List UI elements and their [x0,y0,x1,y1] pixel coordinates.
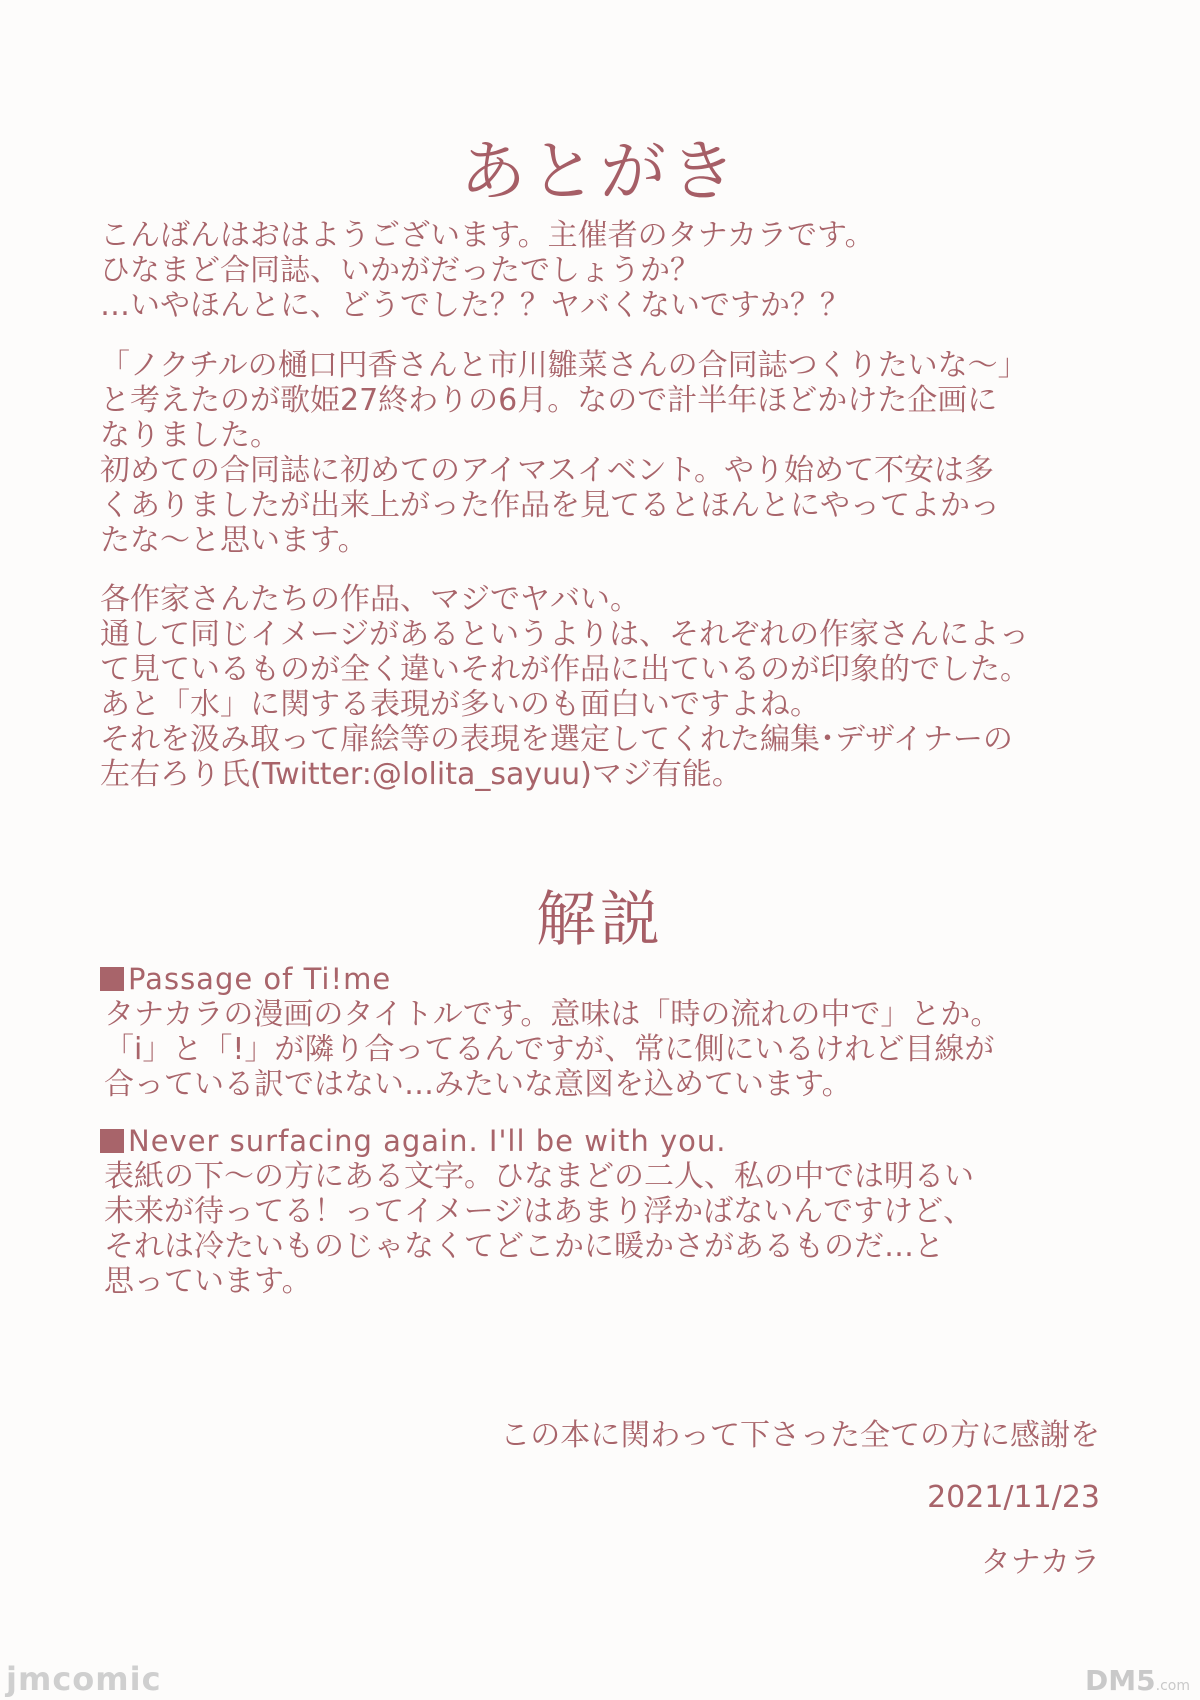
text-line: 「i」と「!」が隣り合ってるんですが、常に側にいるけれど目線が [104,1032,995,1067]
watermark-left: jmcomic [6,1660,162,1698]
afterword-heading: あとがき [460,133,740,210]
text-line: こんばんはおはようございます。主催者のタナカラです。 [100,218,875,253]
afterword-paragraph-2 [100,348,1110,558]
commentary-item-title [100,962,391,997]
closing-author: タナカラ [980,1545,1100,1580]
text-line: 「ノクチルの樋口円香さんと市川雛菜さんの合同誌つくりたいな〜」 [100,348,1028,383]
closing-date: 2021/11/23 [927,1480,1100,1515]
text-line: …いやほんとに、どうでした？？ヤバくないですか？？ [100,288,850,323]
commentary-item-title [100,1124,726,1159]
text-line: 思っています。 [104,1264,312,1299]
item-title-text: Passage of Ti!me [128,962,392,996]
text-line: 未来が待ってる！ってイメージはあまり浮かばないんですけど、 [104,1194,974,1229]
commentary-heading: 解説 [536,885,664,955]
closing-thanks: この本に関わって下さった全ての方に感謝を [500,1418,1100,1453]
text-line: 左右ろり氏(Twitter:@lolita_sayuu)マジ有能。 [100,757,742,792]
text-line: タナカラの漫画のタイトルです。意味は「時の流れの中で」とか。 [104,997,1001,1032]
text-line: たな〜と思います。 [100,523,368,558]
text-line: 各作家さんたちの作品、マジでヤバい。 [100,582,640,617]
commentary-item-body [104,1159,1114,1299]
item-title-text: Never surfacing again. I'll be with you. [128,1124,727,1158]
text-line: 表紙の下〜の方にある文字。ひなまどの二人、私の中では明るい [104,1159,974,1194]
text-line: あと「水」に関する表現が多いのも面白いですよね。 [100,687,820,722]
text-line: ひなまど合同誌、いかがだったでしょうか？ [100,253,700,288]
text-line: それは冷たいものじゃなくてどこかに暖かさがあるものだ…と [104,1229,944,1264]
watermark-right-suffix: .com [1155,1678,1190,1694]
text-line: くありましたが出来上がった作品を見てるとほんとにやってよかっ [100,488,1000,523]
square-bullet-icon [100,967,124,991]
text-line: それを汲み取って扉絵等の表現を選定してくれた編集･デザイナーの [100,722,1013,757]
text-line: て見ているものが全く違いそれが作品に出ているのが印象的でした。 [100,652,1030,687]
watermark-right [1085,1664,1190,1697]
square-bullet-icon [100,1129,124,1153]
text-line: なりました。 [100,418,280,453]
commentary-item-body [104,997,1114,1102]
text-line: 初めての合同誌に初めてのアイマスイベント。やり始めて不安は多 [100,453,994,488]
afterword-paragraph-1 [100,218,1110,323]
watermark-right-text: DM5 [1085,1664,1156,1697]
text-line: と考えたのが歌姫27終わりの6月。なので計半年ほどかけた企画に [100,383,998,418]
afterword-paragraph-3 [100,582,1110,792]
text-line: 合っている訳ではない…みたいな意図を込めています。 [104,1067,852,1102]
text-line: 通して同じイメージがあるというよりは、それぞれの作家さんによっ [100,617,1030,652]
